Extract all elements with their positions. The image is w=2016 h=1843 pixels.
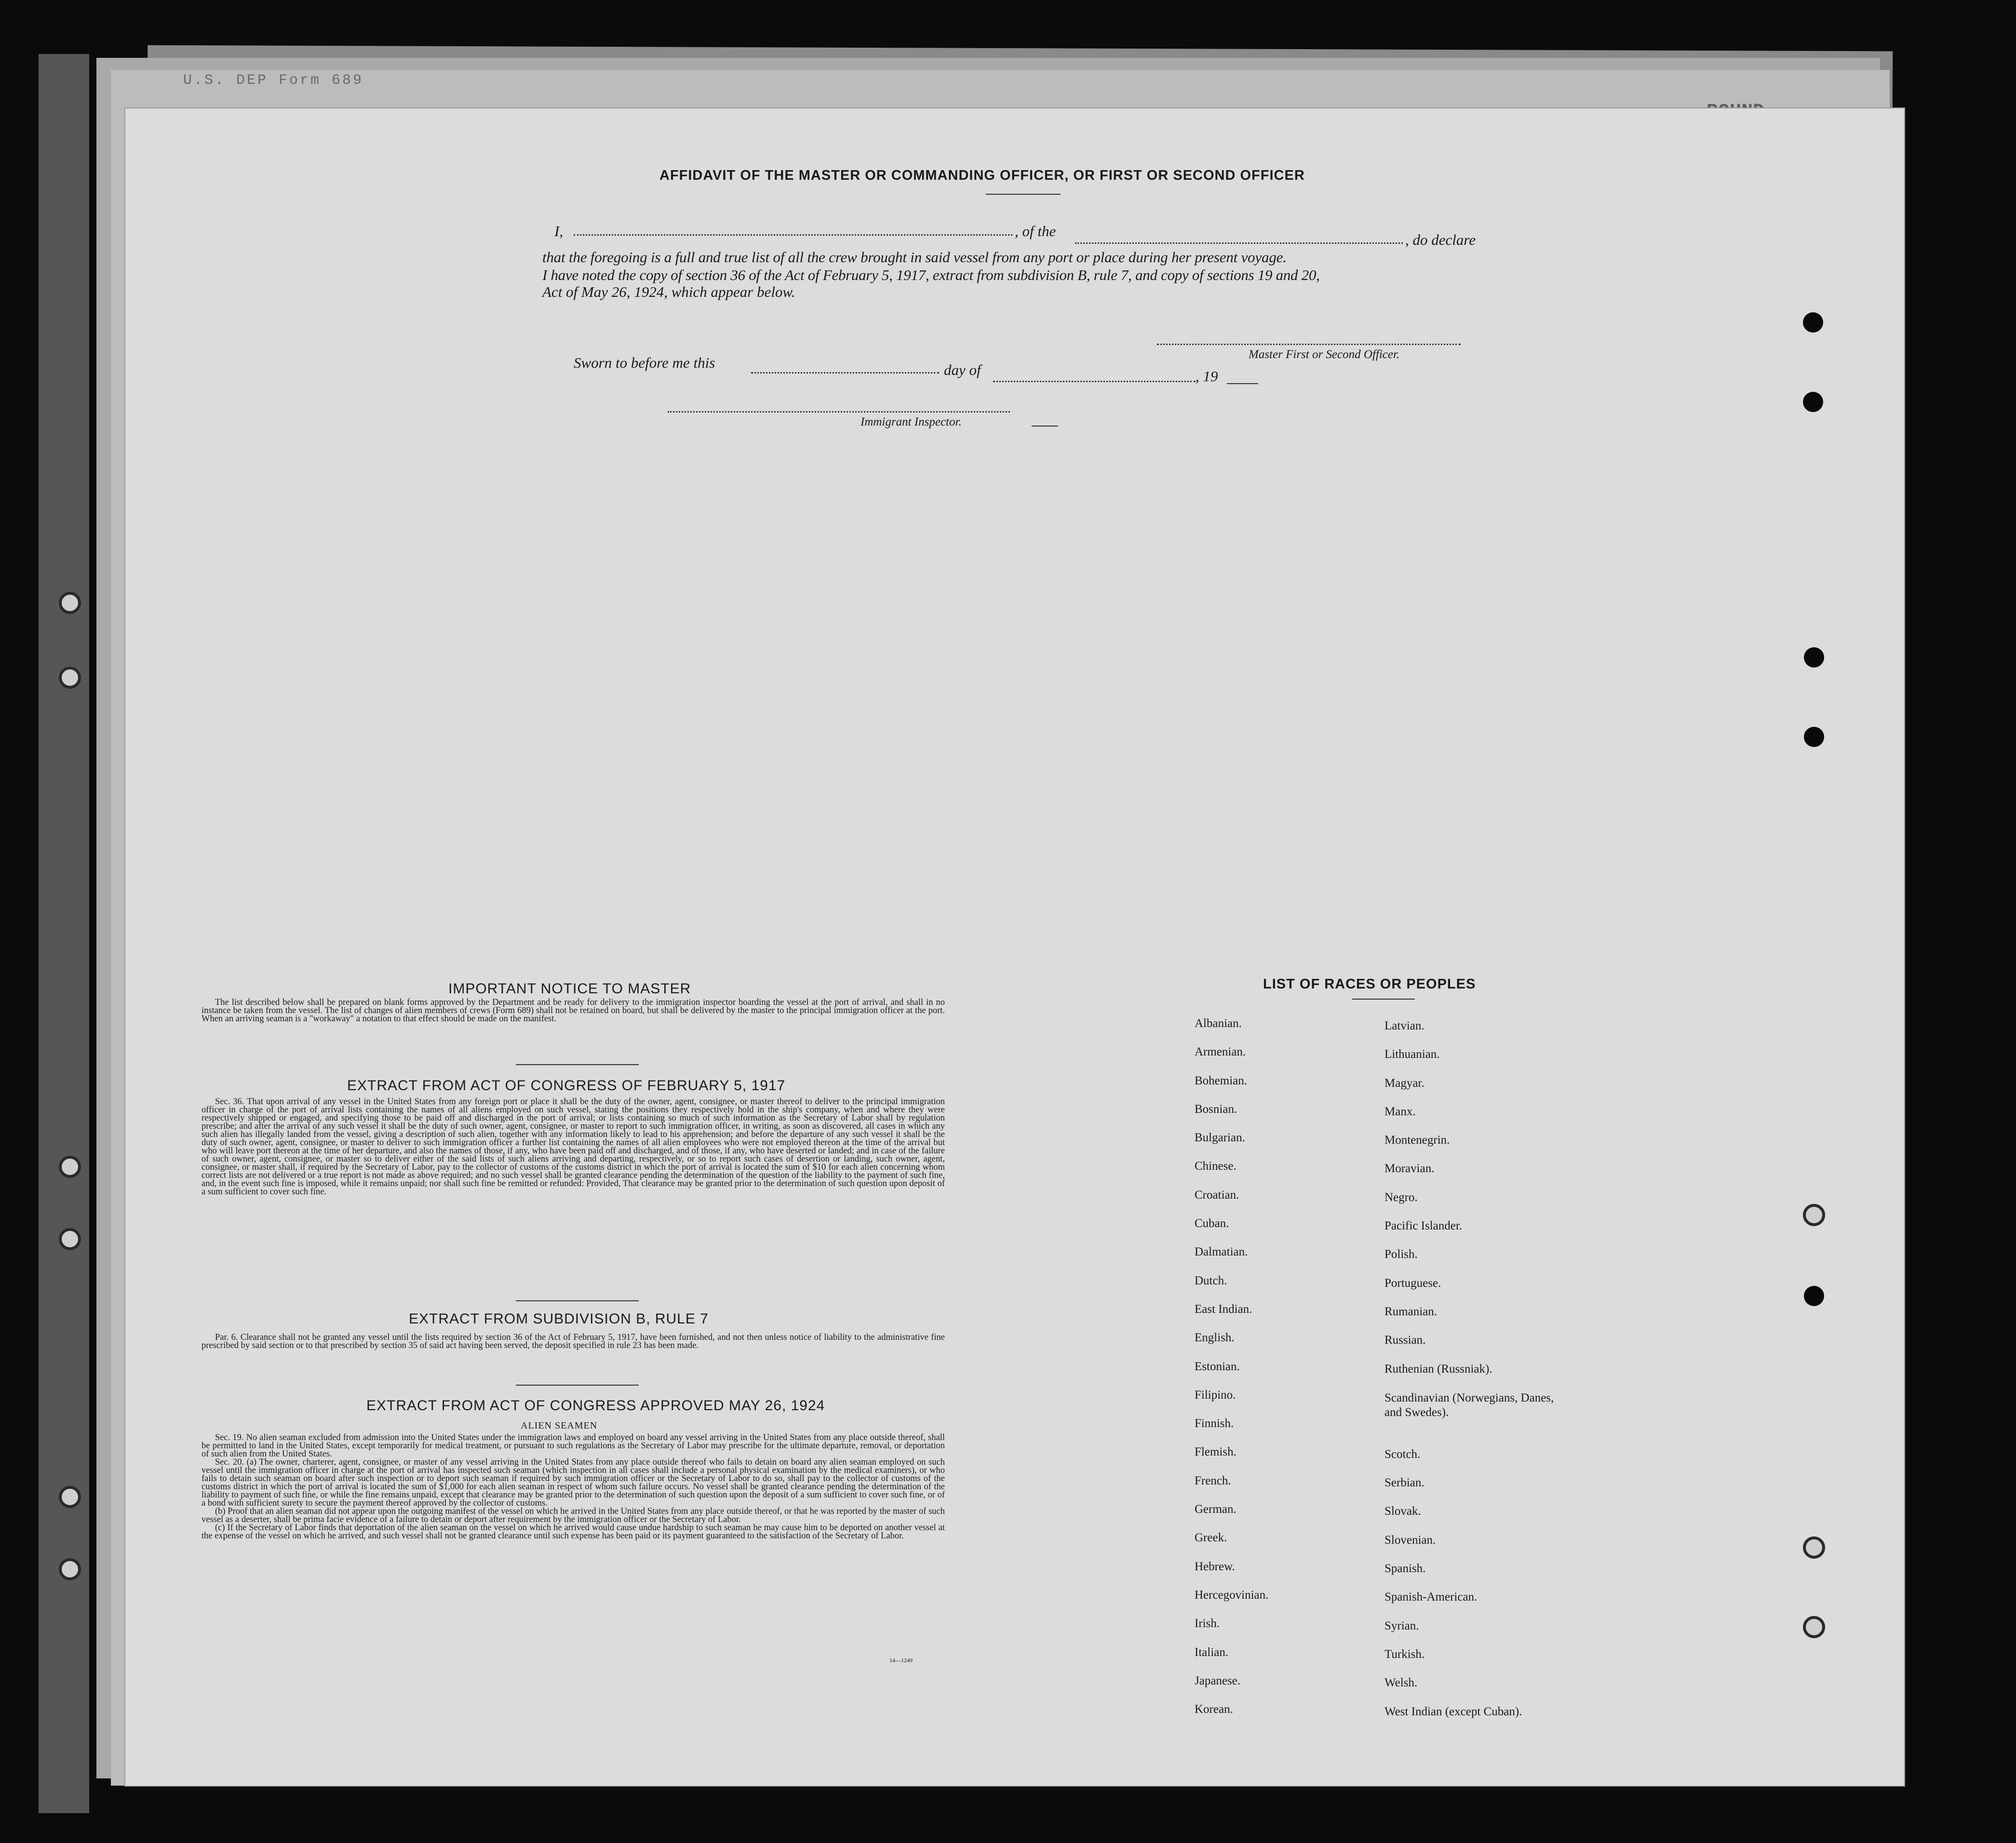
- par6-text: Par. 6. Clearance shall not be granted any vessel until the lists required by section 36 of the Act of February 5, 1917, have been furnished, and not then unless notice of liability to the administrative fine prescribed by said section or to that prescribed by section 35 of said act having been served, the deposit specified in rule 23 has been made.: [202, 1333, 945, 1350]
- inspector-label: Immigrant Inspector.: [860, 415, 962, 428]
- affidavit-i: I,: [554, 223, 564, 240]
- sworn-label: Sworn to before me this: [574, 354, 715, 371]
- binder-ring: [59, 1156, 81, 1178]
- vessel-blank[interactable]: [1075, 242, 1403, 244]
- affidavit-line4: Act of May 26, 1924, which appear below.: [542, 283, 795, 300]
- race-item: Magyar.: [1384, 1076, 1425, 1090]
- race-item: Japanese.: [1195, 1674, 1241, 1687]
- race-item: English.: [1195, 1331, 1235, 1345]
- race-item: Finnish.: [1195, 1417, 1234, 1430]
- race-item: Croatian.: [1195, 1188, 1239, 1202]
- race-item: Korean.: [1195, 1703, 1233, 1716]
- sec20c-text: (c) If the Secretary of Labor finds that deportation of the alien seaman on the vessel on which he arrived would cause undue hardship to such seaman he may cause him to be deported on another vessel at the expense of the vessel on which he arrived, and such vessel shall not be granted clearance until such expense has been paid or its payment guaranteed to the satisfaction of the Secretary of Labor.: [202, 1523, 945, 1541]
- punch-hole: [1804, 1286, 1824, 1306]
- rule7-title: EXTRACT FROM SUBDIVISION B, RULE 7: [409, 1311, 709, 1327]
- races-right-column: [1384, 1019, 1568, 1734]
- race-item: Latvian.: [1384, 1019, 1425, 1032]
- print-code: 14—1249: [889, 1657, 913, 1664]
- race-item: Cuban.: [1195, 1217, 1229, 1230]
- race-item: Slovak.: [1384, 1505, 1421, 1518]
- race-item: Dutch.: [1195, 1274, 1227, 1287]
- binder-ring: [59, 1228, 81, 1250]
- name-blank[interactable]: [574, 234, 1012, 236]
- punch-ring: [1803, 1204, 1825, 1226]
- race-item: German.: [1195, 1503, 1236, 1516]
- behind-form-label: U.S. DEP Form 689: [183, 72, 364, 89]
- binder-ring: [59, 1558, 81, 1580]
- race-item: Spanish.: [1384, 1562, 1426, 1576]
- affidavit-line3: I have noted the copy of section 36 of the Act of February 5, 1917, extract from subdivision B, rule 7, and copy of sections 19 and 20,: [542, 267, 1320, 283]
- affidavit-declare: , do declare: [1405, 231, 1476, 248]
- race-item: Hercegovinian.: [1195, 1588, 1269, 1602]
- race-item: Syrian.: [1384, 1619, 1419, 1632]
- affidavit-title: AFFIDAVIT OF THE MASTER OR COMMANDING OFFICER, OR FIRST OR SECOND OFFICER: [659, 168, 1305, 183]
- race-item: Dalmatian.: [1195, 1245, 1248, 1259]
- race-item: Albanian.: [1195, 1017, 1242, 1030]
- day-of-label: day of: [944, 361, 981, 378]
- sec20a-text: Sec. 20. (a) The owner, charterer, agent, consignee, or master of any vessel arriving in the United States from any place outside thereof who fails to detain on board any alien seaman employed on such vessel until the immigration officer in charge at the port of arrival has inspected such seaman (which inspection in all cases shall include a personal physical examination by the medical examiners), or who fails to detain such seaman on board after such inspection or to deport such seaman if required by such immigration officer or the Secretary of Labor to do so, shall pay to the collector of customs of the customs district in which the port of arrival is located the sum of $1,000 for each alien seaman in respect of whom such failure occurs. No vessel shall be granted clearance pending the determination of the liability to payment of such fine, or while the fine remains unpaid, except that clearance may be granted prior to the determination of such question upon the deposit of a sum sufficient to cover such fine, or of a bond with sufficient surety to secure the payment thereof approved by the collector of customs.: [202, 1457, 945, 1508]
- race-item: Portuguese.: [1384, 1276, 1441, 1290]
- notice-title: IMPORTANT NOTICE TO MASTER: [448, 981, 691, 997]
- divider: [516, 1300, 639, 1301]
- divider: [516, 1385, 639, 1386]
- race-item: Lithuanian.: [1384, 1048, 1440, 1061]
- punch-ring: [1803, 1616, 1825, 1638]
- race-item: East Indian.: [1195, 1302, 1252, 1316]
- sworn-day-blank[interactable]: [751, 372, 939, 374]
- race-item: Bosnian.: [1195, 1102, 1237, 1116]
- race-item: Russian.: [1384, 1334, 1426, 1347]
- rule7-body: [202, 1334, 945, 1350]
- extract1917-title: EXTRACT FROM ACT OF CONGRESS OF FEBRUARY 5, 1917: [347, 1078, 786, 1094]
- races-left-column: [1195, 1017, 1349, 1731]
- race-item: Turkish.: [1384, 1647, 1425, 1661]
- race-item: West Indian (except Cuban).: [1384, 1705, 1522, 1718]
- extract1917-body: [202, 1098, 945, 1196]
- race-item: Filipino.: [1195, 1388, 1236, 1402]
- inspector-dash: [1032, 426, 1058, 427]
- affidavit-line2: that the foregoing is a full and true list of all the crew brought in said vessel from any port or place during her present voyage.: [542, 249, 1287, 266]
- master-signature-line[interactable]: [1157, 344, 1461, 345]
- title-divider: [1352, 999, 1415, 1000]
- race-item: French.: [1195, 1474, 1231, 1487]
- races-title: LIST OF RACES OR PEOPLES: [1263, 976, 1476, 992]
- alien-seamen-subtitle: ALIEN SEAMEN: [521, 1420, 598, 1431]
- race-item: Rumanian.: [1384, 1305, 1438, 1318]
- race-item: Irish.: [1195, 1617, 1220, 1630]
- race-item: Chinese.: [1195, 1160, 1236, 1173]
- sec36-text: Sec. 36. That upon arrival of any vessel in the United States from any foreign port or place it shall be the duty of the owner, agent, consignee, or master thereof to deliver to the principal immigration officer in charge of the port of arrival lists containing the names of all aliens employed on such vessel, stating the positions they respectively hold in the ship's company, when and where they were respectively shipped or engaged, and specifying those to be paid off and discharged in the port of arrival; or lists containing so much of such information as the Secretary of Labor shall by regulation prescribe; and after the arrival of any such vessel it shall be the duty of such owner, agent, consignee, or master to report to such immigration officer, in writing, as soon as discovered, all cases in which any such alien has illegally landed from the vessel, giving a description of such alien, together with any information likely to lead to his apprehension; and before the departure of any such vessel it shall be the duty of such owner, agent, consignee, or master to deliver to such immigration officer a further list containing the names of all alien employees who were not employed thereon at the time of the arrival but who will leave port thereon at the time of her departure, and also the names of those, if any, who have been paid off and discharged, and of those, if any, who have deserted or landed; and in case of the failure of such owner, agent, consignee, or master so to deliver either of the said lists of such aliens arriving and departing, respectively, or so to report such cases of desertion or landing, such owner, agent, consignee, or master shall, if required by the Secretary of Labor, pay to the collector of customs of the customs district in which the port of arrival is located the sum of $10 for each alien concerning whom correct lists are not delivered or a true report is not made as above required; and no such vessel shall be granted clearance pending the determination of the question of the liability to the payment of such fine, and, in the event such fine is imposed, while it remains unpaid; nor shall such fine be remitted or refunded: Provided, That clearance may be granted prior to the determination of such question upon deposit of a sum sufficient to cover such fine.: [202, 1097, 945, 1197]
- sec19-text: Sec. 19. No alien seaman excluded from admission into the United States under the immigration laws and employed on board any vessel arriving in the United States from any place outside thereof, shall be permitted to land in the United States, except temporarily for medical treatment, or pursuant to such regulations as the Secretary of Labor may prescribe for the ultimate departure, removal, or deportation of such alien from the United States.: [202, 1433, 945, 1459]
- race-item: Bulgarian.: [1195, 1131, 1245, 1145]
- punch-hole: [1803, 312, 1823, 333]
- race-item: Ruthenian (Russniak).: [1384, 1362, 1492, 1376]
- notice-body: [202, 999, 945, 1023]
- month-blank[interactable]: [993, 381, 1196, 382]
- year-blank[interactable]: [1227, 383, 1258, 384]
- punch-ring: [1803, 1536, 1825, 1559]
- race-item: Estonian.: [1195, 1360, 1240, 1373]
- race-item: Spanish-American.: [1384, 1590, 1478, 1604]
- race-item: Montenegrin.: [1384, 1134, 1450, 1147]
- race-item: Negro.: [1384, 1190, 1418, 1204]
- race-item: Bohemian.: [1195, 1074, 1248, 1087]
- extract1924-body: [202, 1434, 945, 1540]
- punch-hole: [1804, 727, 1824, 747]
- master-signature-label: Master First or Second Officer.: [1249, 348, 1400, 361]
- race-item: Slovenian.: [1384, 1533, 1436, 1547]
- race-item: Greek.: [1195, 1531, 1227, 1545]
- sec20b-text: (b) Proof that an alien seaman did not appear upon the outgoing manifest of the vessel on which he arrived in the United States from any place outside thereof, or that he was reported by the master of such vessel as a deserter, shall be prima facie evidence of a failure to detain or deport after requirement by the immigration officer or the Secretary of Labor.: [202, 1507, 945, 1524]
- notice-text: The list described below shall be prepared on blank forms approved by the Department and be ready for delivery to the immigration inspector boarding the vessel at the port of arrival, and shall in no instance be taken from the vessel. The list of changes of alien members of crews (Form 689) shall not be retained on board, but shall be delivered by the master to the principal immigration officer at the port. When an arriving seaman is a "workaway" a notation to that effect should be made on the manifest.: [202, 998, 945, 1024]
- race-item: Welsh.: [1384, 1676, 1418, 1690]
- affidavit-of-the: , of the: [1015, 223, 1056, 240]
- race-item: Armenian.: [1195, 1045, 1246, 1059]
- race-item: Scandinavian (Norwegians, Danes, and Swedes).: [1384, 1391, 1554, 1419]
- binder-strip: [39, 54, 89, 1813]
- race-item: Flemish.: [1195, 1445, 1236, 1459]
- binder-ring: [59, 592, 81, 614]
- race-item: Serbian.: [1384, 1476, 1425, 1490]
- extract1924-title: EXTRACT FROM ACT OF CONGRESS APPROVED MAY 26, 1924: [366, 1398, 825, 1414]
- binder-ring: [59, 1486, 81, 1508]
- race-item: Pacific Islander.: [1384, 1219, 1463, 1233]
- race-item: Manx.: [1384, 1105, 1416, 1118]
- race-item: Moravian.: [1384, 1162, 1435, 1175]
- punch-hole: [1804, 647, 1824, 668]
- race-item: Hebrew.: [1195, 1560, 1235, 1573]
- punch-hole: [1803, 392, 1823, 412]
- race-item: Polish.: [1384, 1248, 1418, 1261]
- inspector-signature-line[interactable]: [668, 411, 1010, 413]
- divider: [516, 1064, 639, 1065]
- binder-ring: [59, 667, 81, 689]
- race-item: Scotch.: [1384, 1447, 1421, 1461]
- year-label: , 19: [1196, 368, 1218, 385]
- title-divider: [986, 194, 1061, 195]
- race-item: Italian.: [1195, 1645, 1229, 1659]
